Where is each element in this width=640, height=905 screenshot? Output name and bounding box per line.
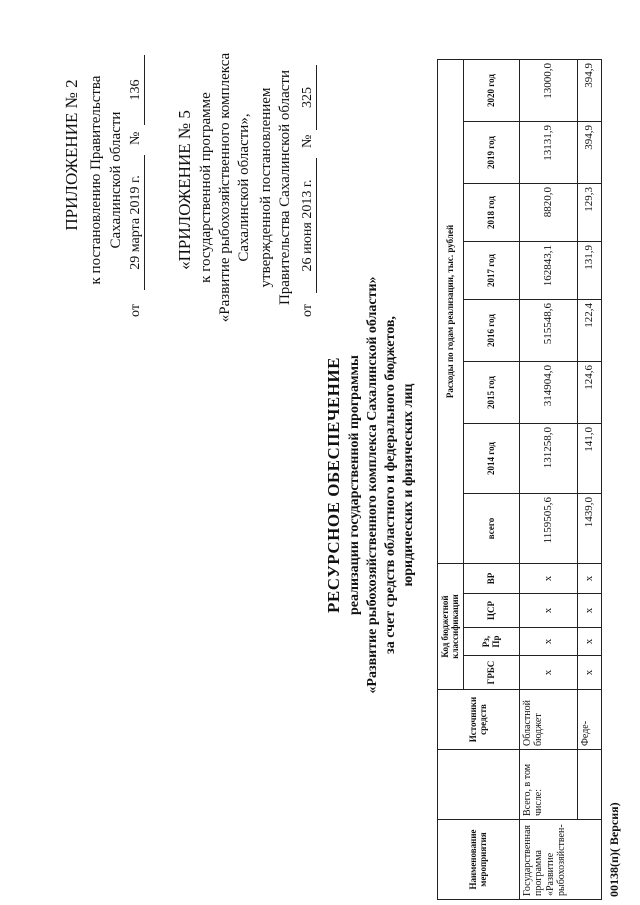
- appendix5-line-1: к государственной программе: [198, 92, 214, 283]
- header-kbk-grbs: ГРБС: [463, 656, 519, 690]
- row-value: 162843,1: [519, 242, 577, 300]
- footer-code: 00138(п)( Версия): [607, 802, 621, 897]
- header-costs: Расходы по годам реализации, тыс. рублей: [438, 60, 464, 564]
- table-row: [577, 60, 601, 900]
- appendix5-line-4: утвержденной постановлением: [258, 87, 274, 288]
- document-subtitle-4: юридических и физических лиц: [401, 383, 416, 587]
- row-value: 131,9: [577, 242, 601, 300]
- row-value: 515548,6: [519, 300, 577, 362]
- row-code: x: [577, 628, 601, 656]
- document-subtitle-2: «Развитие рыбохозяйственного комплекса Сахалинской области»: [365, 276, 380, 694]
- appendix5-line-5: Правительства Сахалинской области: [277, 69, 293, 306]
- appendix-line-1: к постановлению Правительства: [88, 75, 104, 285]
- row-code: x: [577, 594, 601, 628]
- header-kbk-vr: ВР: [463, 564, 519, 594]
- header-spacer: [438, 750, 520, 820]
- row-code: x: [519, 594, 577, 628]
- row-scope: Всего, в том числе:: [519, 750, 577, 820]
- row-value: 13000,0: [519, 60, 577, 122]
- appendix5-line-3: Сахалинской области»,: [236, 113, 252, 262]
- row-source: Областной бюджет: [519, 690, 577, 750]
- appendix-line-2: Сахалинской области: [108, 111, 124, 249]
- row-code: x: [577, 656, 601, 690]
- header-source: Источники средств: [438, 690, 520, 750]
- row-value: 129,3: [577, 184, 601, 242]
- row-code: x: [519, 628, 577, 656]
- row-value: 131258,0: [519, 424, 577, 494]
- header-year-2017: 2017 год: [463, 242, 519, 300]
- row-value: 124,6: [577, 362, 601, 424]
- header-kbk: Код бюджетной классификации: [438, 564, 464, 690]
- resource-table: [437, 59, 602, 900]
- row-value: 1439,0: [577, 494, 601, 564]
- row-value: 394,9: [577, 122, 601, 184]
- appendix5-from-label: от: [300, 304, 315, 317]
- header-year-2018: 2018 год: [463, 184, 519, 242]
- appendix-number: 136: [128, 55, 145, 125]
- row-code: x: [577, 564, 601, 594]
- row-value: 13131,9: [519, 122, 577, 184]
- table-row: [519, 60, 577, 900]
- header-year-2020: 2020 год: [463, 60, 519, 122]
- appendix-from-label: от: [128, 304, 143, 317]
- document-title: РЕСУРСНОЕ ОБЕСПЕЧЕНИЕ: [324, 357, 343, 613]
- appendix5-line-2: «Развитие рыбохозяйственного комплекса: [217, 52, 233, 323]
- document-subtitle-3: за счет средств областного и федерального бюджетов,: [383, 316, 398, 654]
- appendix5-title: «ПРИЛОЖЕНИЕ № 5: [175, 110, 194, 270]
- row-value: 1159505,6: [519, 494, 577, 564]
- row-source: Феде-: [577, 690, 601, 750]
- header-kbk-rzpr: Рз, Пр: [463, 628, 519, 656]
- appendix-number-label: №: [128, 131, 143, 145]
- program-name: Государственная программа «Развитие рыбохозяйствен-: [519, 820, 601, 900]
- row-value: 122,4: [577, 300, 601, 362]
- row-value: 314904,0: [519, 362, 577, 424]
- header-year-total: всего: [463, 494, 519, 564]
- row-code: x: [519, 656, 577, 690]
- header-name: Наименование мероприятия: [438, 820, 520, 900]
- header-year-2016: 2016 год: [463, 300, 519, 362]
- appendix-date: 29 марта 2019 г.: [128, 155, 145, 290]
- row-scope: [577, 750, 601, 820]
- row-value: 8820,0: [519, 184, 577, 242]
- appendix5-number-label: №: [300, 134, 315, 148]
- row-value: 394,9: [577, 60, 601, 122]
- appendix5-number: 325: [300, 65, 317, 130]
- document-subtitle-1: реализации государственной программы: [347, 355, 362, 615]
- header-year-2014: 2014 год: [463, 424, 519, 494]
- row-code: x: [519, 564, 577, 594]
- header-year-2015: 2015 год: [463, 362, 519, 424]
- row-value: 141,0: [577, 424, 601, 494]
- appendix-title: ПРИЛОЖЕНИЕ № 2: [62, 79, 81, 231]
- header-kbk-csr: ЦСР: [463, 594, 519, 628]
- header-year-2019: 2019 год: [463, 122, 519, 184]
- appendix5-date: 26 июня 2013 г.: [300, 158, 317, 293]
